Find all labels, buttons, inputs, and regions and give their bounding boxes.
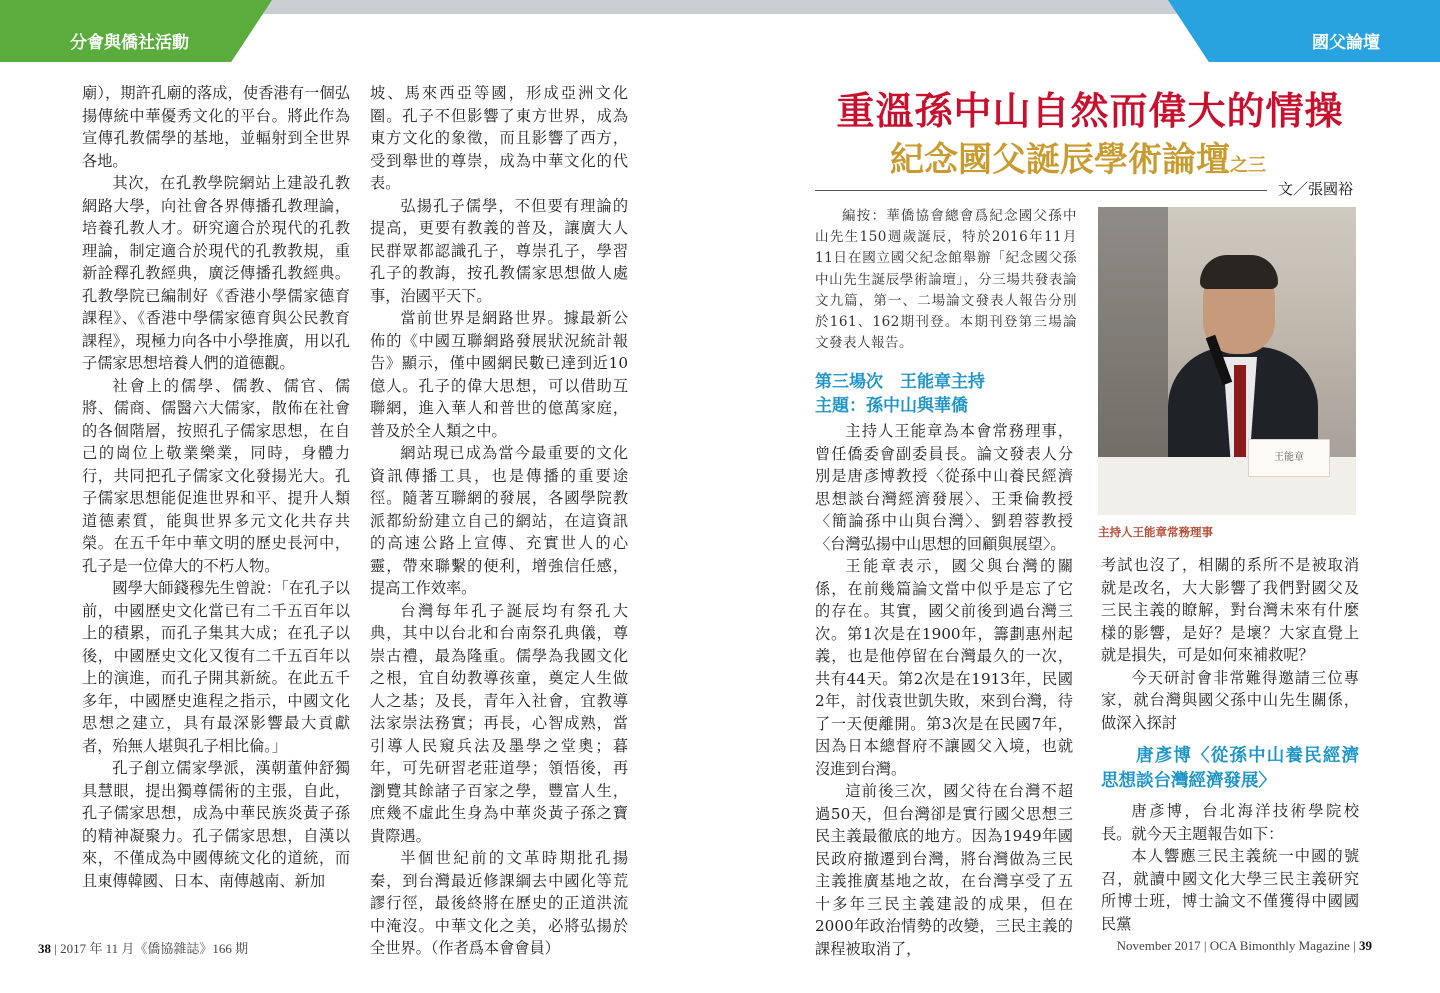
session-heading-line-2: 主題：孫中山與華僑 <box>815 396 968 416</box>
section-tab-right <box>1168 0 1440 62</box>
paragraph: 坡、馬來西亞等國，形成亞洲文化圈。孔子不但影響了東方世界，成為東方文化的象徵，而且影響了西方，受到舉世的尊崇，成為中華文化的代表。 <box>370 84 628 192</box>
session-heading-line-1: 第三場次 王能章主持 <box>815 372 985 392</box>
footer-left <box>38 938 248 957</box>
left-page-column-2 <box>370 82 628 960</box>
issue-info-left: | 2017 年 11 月《僑協雜誌》166 期 <box>54 941 249 956</box>
paragraph: 主持人王能章為本會常務理事，曾任僑委會副委員長。論文發表人分別是唐彥博教授〈從孫中山養民經濟思想談台灣經濟發展〉、王秉倫教授〈簡論孫中山與台灣〉、劉碧蓉教授〈台灣弘揚中山思想的回顧與展望〉。 <box>815 422 1073 553</box>
page-number-left: 38 <box>38 941 51 956</box>
paragraph: 社會上的儒學、儒教、儒官、儒將、儒商、儒醫六大儒家，散佈在社會的各個階層，按照孔子儒家思想，在自己的崗位上敬業樂業，同時，身體力行，共同把孔子儒家文化發揚光大。孔子儒家思想能促進世界和平、提升人類道德素質，能與世界多元文化共存共榮。在五千年中華文明的歷史長河中，孔子是一位偉大的不朽人物。 <box>82 376 350 575</box>
photo-nameplate: 王能章 <box>1248 439 1330 477</box>
paragraph: 國學大師錢穆先生曾說：「在孔子以前，中國歷史文化當已有二千五百年以上的積累，而孔子集其大成；在孔子以後，中國歷史文化又復有二千五百年以上的演進，而孔子開其新統。在此五千多年，中國歷史進程之指示，中國文化思想之建立，具有最深影響最大貢獻者，殆無人堪與孔子相比倫。」 <box>82 579 350 755</box>
left-page-column-1 <box>82 82 350 892</box>
section-title-right: 國父論壇 <box>1312 33 1380 53</box>
paragraph: 半個世紀前的文革時期批孔揚秦，到台灣最近修課綱去中國化等荒謬行徑，最後終將在歷史的正道洪流中淹沒。中華文化之美，必將弘揚於全世界。（作者爲本會會員） <box>370 849 628 957</box>
paragraph: 網站現已成為當今最重要的文化資訊傳播工具，也是傳播的重要途徑。隨著互聯網的發展，各國學院教派都紛紛建立自己的網站，在這資訊的高速公路上宣傳、充實世人的心靈，帶來聯繫的便利，增強信任感，提高工作效率。 <box>370 444 628 597</box>
right-page-column-2 <box>1101 554 1359 935</box>
host-photo <box>1098 207 1356 515</box>
right-page-column-1 <box>815 420 1073 960</box>
photo-person-hair <box>1200 255 1278 289</box>
right-page-column-2-bottom <box>1101 800 1359 935</box>
byline-rule <box>815 190 1267 191</box>
session-heading <box>815 370 1077 418</box>
footer-right <box>1117 938 1372 954</box>
article-subtitle <box>890 132 1310 181</box>
article-subtitle-suffix: 之三 <box>1230 155 1266 176</box>
paragraph: 孔子創立儒家學派，漢朝董仲舒獨具慧眼，提出獨尊儒術的主張，自此，孔子儒家思想，成為中華民族炎黃子孫的精神凝聚力。孔子儒家思想，自漢以來，不僅成為中國傳統文化的道統，而且東傳韓國、日本、南傳越南、新加 <box>82 759 350 890</box>
issue-info-right: November 2017 | OCA Bimonthly Magazine | <box>1116 938 1356 953</box>
photo-caption: 主持人王能章常務理事 <box>1098 525 1213 539</box>
speaker-heading: 唐彥博〈從孫中山養民經濟思想談台灣經濟發展〉 <box>1101 746 1359 791</box>
right-page-column-2-top <box>1101 554 1359 734</box>
paragraph: 唐彥博，台北海洋技術學院校長。就今天主題報告如下： <box>1101 802 1359 843</box>
byline: 文／張國裕 <box>1278 180 1354 198</box>
paragraph: 本人響應三民主義統一中國的號召，就讀中國文化大學三民主義研究所博士班，博士論文不僅獲得中國國民黨 <box>1101 847 1359 933</box>
paragraph: 當前世界是網路世界。據最新公佈的《中國互聯網路發展狀況統計報告》顯示，僅中國網民數已達到近10億人。孔子的偉大思想，可以借助互聯網，進入華人和普世的億萬家庭，普及於全人類之中。 <box>370 309 628 440</box>
paragraph: 廟），期許孔廟的落成，使香港有一個弘揚傳統中華優秀文化的平台。將此作為宣傳孔教儒學的基地，並輻射到全世界各地。 <box>82 84 350 170</box>
article-title: 重溫孫中山自然而偉大的情操 <box>836 88 1344 133</box>
article-subtitle-text: 紀念國父誕辰學術論壇 <box>890 140 1230 180</box>
paragraph: 這前後三次，國父待在台灣不超過50天，但台灣卻是實行國父思想三民主義最徹底的地方。因為1949年國民政府撤遷到台灣，將台灣做為三民主義推廣基地之故，在台灣享受了五十多年三民主義建設的成果，但在2000年政治情勢的改變，三民主義的課程被取消了， <box>815 782 1073 958</box>
editor-note: 編按：華僑協會總會爲紀念國父孫中山先生150週歲誕辰，特於2016年11月11日在國立國父紀念館舉辦「紀念國父孫中山先生誕辰學術論壇」，分三場共發表論文九篇，第一、二場論文發表人報告分別於161、162期刊登。本期刊登第三場論文發表人報告。 <box>815 208 1077 352</box>
paragraph: 其次，在孔教學院網站上建設孔教網路大學，向社會各界傳播孔教理論，培養孔教人才。研究適合於現代的孔教理論，制定適合於現代的孔教教規，重新詮釋孔教經典，廣泛傳播孔教經典。孔教學院已編制好《香港小學儒家德育課程》、《香港中學儒家德育與公民教育課程》，現極力向各中小學推廣，用以孔子儒家思想培養人們的道德觀。 <box>82 174 350 372</box>
paragraph: 今天研討會非常難得邀請三位專家，就台灣與國父孫中山先生關係，做深入探討 <box>1101 668 1359 732</box>
paragraph: 考試也沒了，相關的系所不是被取消就是改名，大大影響了我們對國父及三民主義的瞭解，對台灣未來有什麼樣的影響，是好？是壞？大家直覺上就是損失，可是如何來補救呢？ <box>1101 556 1359 664</box>
section-title-left: 分會與僑社活動 <box>70 33 189 53</box>
page-number-right: 39 <box>1359 938 1372 953</box>
paragraph: 弘揚孔子儒學，不但要有理論的提高，更要有教義的普及，讓廣大人民群眾都認識孔子，尊崇孔子，學習孔子的教誨，按孔教儒家思想做人處事，治國平天下。 <box>370 196 628 305</box>
paragraph: 王能章表示，國父與台灣的關係，在前幾篇論文當中似乎是忘了它的存在。其實，國父前後到過台灣三次。第1次是在1900年，籌劃惠州起義，也是他停留在台灣最久的一次，共有44天。第2次是在1913年，民國2年，討伐袁世凱失敗，來到台灣，待了一天便離開。第3次是在民國7年，因為日本總督府不讓國父入境，也就沒進到台灣。 <box>815 557 1073 778</box>
paragraph: 台灣每年孔子誕辰均有祭孔大典，其中以台北和台南祭孔典儀，尊崇古禮，最為隆重。儒學為我國文化之根，宜自幼教導孩童，奠定人生做人之基；及長，青年入社會，宜教導法家崇法務實；再長，心智成熟，當引導人民窺兵法及墨學之堂奧；暮年，可先研習老莊道學；領悟後，再瀏覽其餘諸子百家之學，豐富人生，庶幾不虛此生身為中華炎黃子孫之寶貴際遇。 <box>370 601 628 845</box>
